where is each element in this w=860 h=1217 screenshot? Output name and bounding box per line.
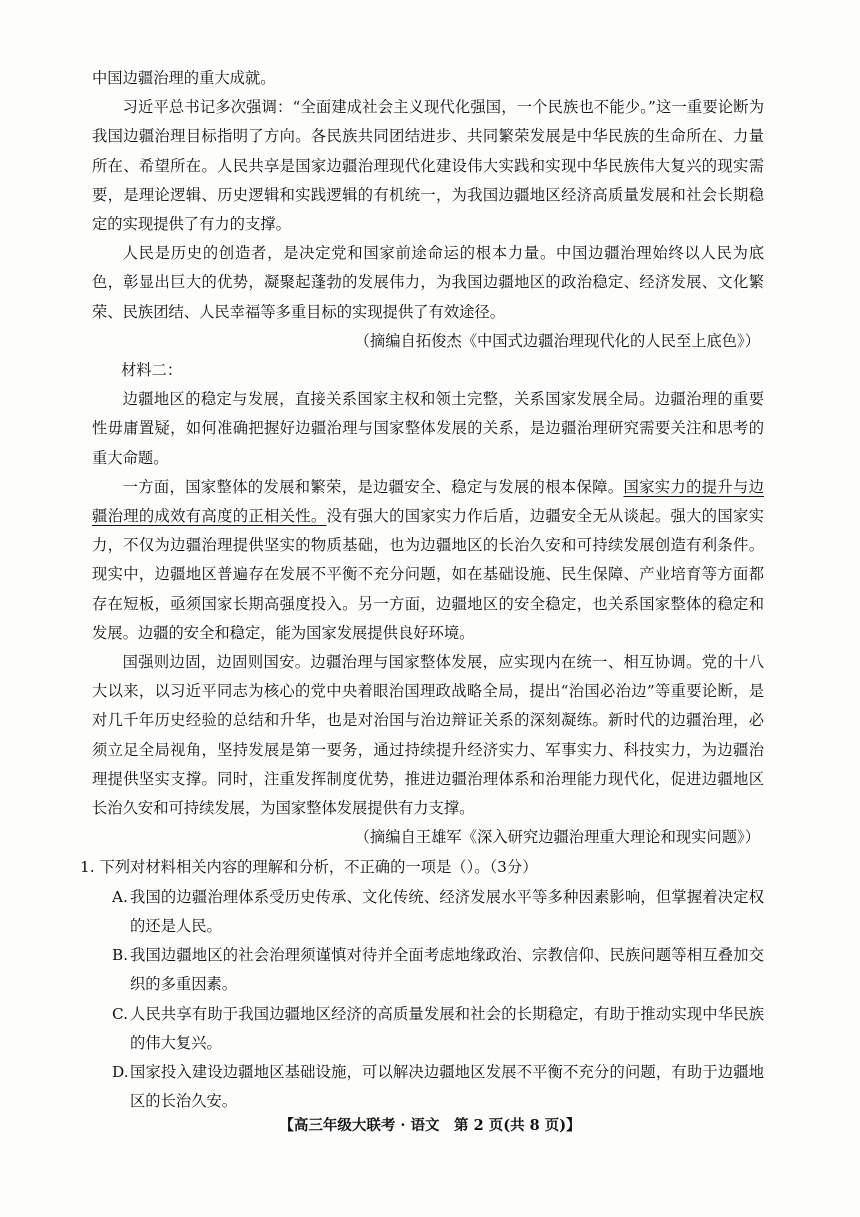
underlined-sentence: 国家实力的提升与边疆治理的成效有高度的正相关性。: [92, 477, 764, 526]
material2-paragraph-2-lead: 一方面，国家整体的发展和繁荣，是边疆安全、稳定与发展的根本保障。: [122, 477, 624, 496]
page-footer: 【高三年级大联考 · 语文 第 2 页(共 8 页)】: [279, 1117, 581, 1134]
material1-paragraph-2: 习近平总书记多次强调：“全面建成社会主义现代化强国，一个民族也不能少。”这一重要论断为我国边疆治理目标指明了方向。各民族共同团结进步、共同繁荣发展是中华民族的生命所在、力量所在、希望所在。人民共享是国家边疆治理现代化建设伟大实践和实现中华民族伟大复兴的现实需要，是理论逻辑、历史逻辑和实践逻辑的有机统一，为我国边疆地区经济高质量发展和社会长期稳定的实现提供了有力的支撑。: [92, 98, 764, 234]
option-a-key: A.: [112, 887, 128, 906]
material2-paragraph-3: 国强则边固，边固则国安。边疆治理与国家整体发展，应实现内在统一、相互协调。党的十八大以来，以习近平同志为核心的党中央着眼治国理政战略全局，提出“治国必治边”等重要论断，是对几千年历史经验的总结和升华，也是对治国与治边辩证关系的深刻凝练。新时代的边疆治理，必须立足全局视角，坚持发展是第一要务，通过持续提升经济实力、军事实力、科技实力，为边疆治理提供坚实支撑。同时，注重发挥制度优势，推进边疆治理体系和治理能力现代化，促进边疆地区长治久安和可持续发展，为国家整体发展提供有力支撑。: [92, 653, 764, 818]
option-c-text: 人民共享有助于我国边疆地区经济的高质量发展和社会的长期稳定，有助于推动实现中华民族的伟大复兴。: [130, 1004, 764, 1052]
option-a-text: 我国的边疆治理体系受历史传承、文化传统、经济发展水平等多种因素影响，但掌握着决定权的还是人民。: [130, 887, 764, 935]
option-b: [92, 941, 764, 999]
material2-paragraph-2-rest: 没有强大的国家实力作后盾，边疆安全无从谈起。强大的国家实力，不仅为边疆治理提供坚实的物质基础，也为边疆地区的长治久安和可持续发展创造有利条件。现实中，边疆地区普遍存在发展不平衡不充分问题，如在基础设施、民生保障、产业培育等方面都存在短板，亟须国家长期高强度投入。另一方面，边疆地区的安全稳定，也关系国家整体的稳定和发展。边疆的安全和稳定，能为国家发展提供良好环境。: [92, 507, 764, 642]
material1-source: （摘编自拓俊杰《中国式边疆治理现代化的人民至上底色》）: [354, 331, 760, 350]
material2-paragraph-1: 边疆地区的稳定与发展，直接关系国家主权和领土完整，关系国家发展全局。边疆治理的重要性毋庸置疑，如何准确把握好边疆治理与国家整体发展的关系，是边疆治理研究需要关注和思考的重大命题。: [92, 390, 764, 467]
option-b-text: 我国边疆地区的社会治理须谨慎对待并全面考虑地缘政治、宗教信仰、民族问题等相互叠加交织的多重因素。: [130, 946, 764, 994]
question-stem: 1. 下列对材料相关内容的理解和分析，不正确的一项是（）。（3分）: [80, 858, 538, 877]
option-c-key: C.: [112, 1004, 129, 1023]
option-a: [92, 883, 764, 941]
option-c: [92, 1000, 764, 1058]
material2-paragraph-2: [92, 473, 764, 648]
option-d-key: D.: [112, 1062, 129, 1081]
page-content: [80, 64, 764, 1116]
option-d-text: 国家投入建设边疆地区基础设施，可以解决边疆地区发展不平衡不充分的问题，有助于边疆地区的长治久安。: [130, 1062, 764, 1111]
option-d: [92, 1058, 764, 1116]
material1-paragraph-3: 人民是历史的创造者，是决定党和国家前途命运的根本力量。中国边疆治理始终以人民为底色，彰显出巨大的优势，凝聚起蓬勃的发展伟力，为我国边疆地区的政治稳定、经济发展、文化繁荣、民族团结、人民幸福等多重目标的实现提供了有效途径。: [92, 244, 764, 321]
material2-source: （摘编自王雄军《深入研究边疆治理重大理论和现实问题》）: [354, 828, 760, 847]
material2-label: 材料二：: [121, 361, 183, 380]
material1-paragraph-1: 中国边疆治理的重大成就。: [92, 69, 276, 87]
option-b-key: B.: [112, 946, 129, 965]
